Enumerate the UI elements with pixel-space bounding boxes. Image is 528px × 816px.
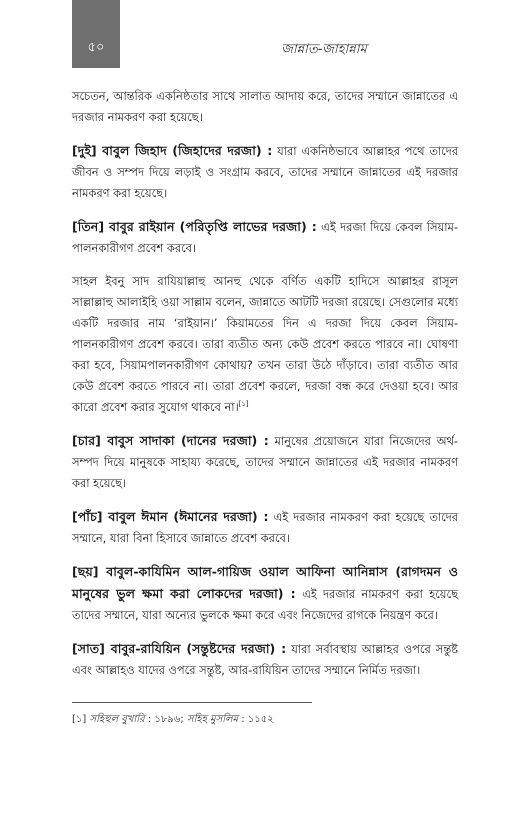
paragraph-text: মানুষের প্রয়োজনে যারা নিজেদের অর্থ-সম্পদ দিয়ে মানুষকে সাহায্য করেছে, তাদের সম্মানে জান্নাতের এই দরজার নামকরণ করা হয়েছে। bbox=[72, 434, 458, 490]
paragraph-text: যারা সর্বাবস্থায় আল্লাহর ওপরে সন্তুষ্ট এবং আল্লাহও যাদের ওপরে সন্তুষ্ট, আর-রাযিয়িন তাদের সম্মানে নির্মিত দরজা। bbox=[72, 642, 459, 677]
paragraph bbox=[72, 86, 458, 128]
footnote-source: সহিহ মুসলিম bbox=[186, 714, 239, 725]
footnote bbox=[72, 712, 274, 729]
paragraph-text: যারা একনিষ্ঠভাবে আল্লাহর পথে তাদের জীবন ও সম্পদ দিয়ে লড়াই ও সংগ্রাম করবে, তাদের সম্মানে জান্নাতের এই দরজার নামকরণ করা হয়েছে। bbox=[72, 144, 458, 200]
paragraph-text: সচেতন, আন্তরিক একনিষ্ঠতার সাথে সালাত আদায় করে, তাদের সম্মানে জান্নাতের এ দরজার নামকরণ করা হয়েছে। bbox=[72, 89, 458, 124]
paragraph bbox=[72, 506, 458, 549]
footnote-ref: : ১৮৯৬; bbox=[147, 714, 184, 725]
paragraph-text: এই দরজার নামকরণ করা হয়েছে তাদের সম্মানে, যারা অন্যের ভুলকে ক্ষমা করে এবং নিজেদের রাগকে নিয়ন্ত্রণ করে। bbox=[72, 587, 458, 622]
footnote-ref: : ১১৫২ bbox=[241, 714, 274, 725]
paragraph bbox=[72, 271, 458, 418]
paragraph-text: সাহল ইবনু সাদ রাযিয়াল্লাহু আনহু থেকে বর্ণিত একটি হাদিসে আল্লাহর রাসূল সাল্লাল্লাহু আলাইহি ওয়া সাল্লাম বলেন, জান্নাতে আটটি দরজা রয়েছে। সেগুলোর মধ্যে একটি দরজার নাম ‘রাইয়ান।’ কিয়ামতের দিন এ দরজা দিয়ে কেবল সিয়াম-পালনকারীগণ প্রবেশ করবে। তারা ব্যতীত অন্য কেউ প্রবেশ করতে পারবে না। ঘোষণা করা হবে, সিয়ামপালনকারীগণ কোথায়? তখন তারা উঠে দাঁড়াবে। তারা ব্যতীত আর কেউ প্রবেশ করতে পারবে না। তারা প্রবেশ করলে, দরজা বন্ধ করে দেওয়া হবে। আর কারো প্রবেশ করার সুযোগ থাকবে না। bbox=[72, 274, 458, 414]
page-body bbox=[72, 86, 458, 693]
footnote-marker: [১] bbox=[72, 714, 87, 725]
paragraph-text: এই দরজার নামকরণ করা হয়েছে তাদের সম্মানে, যারা বিনা হিসাবে জান্নাতে প্রবেশ করবে। bbox=[72, 510, 458, 545]
footnote-source: সহিহুল বুখারি bbox=[89, 714, 145, 725]
gate-heading: [চার] বাবুস সাদাকা (দানের দরজা) : bbox=[72, 433, 269, 448]
paragraph bbox=[72, 216, 458, 259]
gate-heading: [তিন] বাবুর রাইয়ান (পরিতৃপ্তি লাভের দরজা) : bbox=[72, 219, 317, 234]
gate-heading: [দুই] বাবুল জিহাদ (জিহাদের দরজা) : bbox=[72, 143, 273, 158]
footnote-divider bbox=[72, 702, 312, 703]
footnote-reference[interactable]: [১] bbox=[238, 400, 249, 409]
paragraph bbox=[72, 140, 458, 204]
page-number-tab bbox=[72, 0, 120, 68]
running-title: জান্নাত-জাহান্নাম bbox=[281, 42, 367, 57]
paragraph-text: এই দরজা দিয়ে কেবল সিয়াম-পালনকারীগণ প্রবেশ করবে। bbox=[72, 220, 458, 255]
paragraph bbox=[72, 638, 458, 681]
gate-heading: [সাত] বাবুর-রাযিয়িন (সন্তুষ্টদের দরজা) : bbox=[72, 641, 287, 656]
page-number: ৫০ bbox=[87, 40, 105, 55]
paragraph bbox=[72, 561, 458, 626]
paragraph bbox=[72, 430, 458, 494]
gate-heading: [ছয়] বাবুল-কাযিমিন আল-গায়িজ ওয়াল আফিনা আনিন্নাস (রাগদমন ও মানুষের ভুল ক্ষমা করা লোকদের দরজা) : bbox=[72, 564, 458, 601]
gate-heading: [পাঁচ] বাবুল ঈমান (ঈমানের দরজা) : bbox=[72, 509, 269, 524]
